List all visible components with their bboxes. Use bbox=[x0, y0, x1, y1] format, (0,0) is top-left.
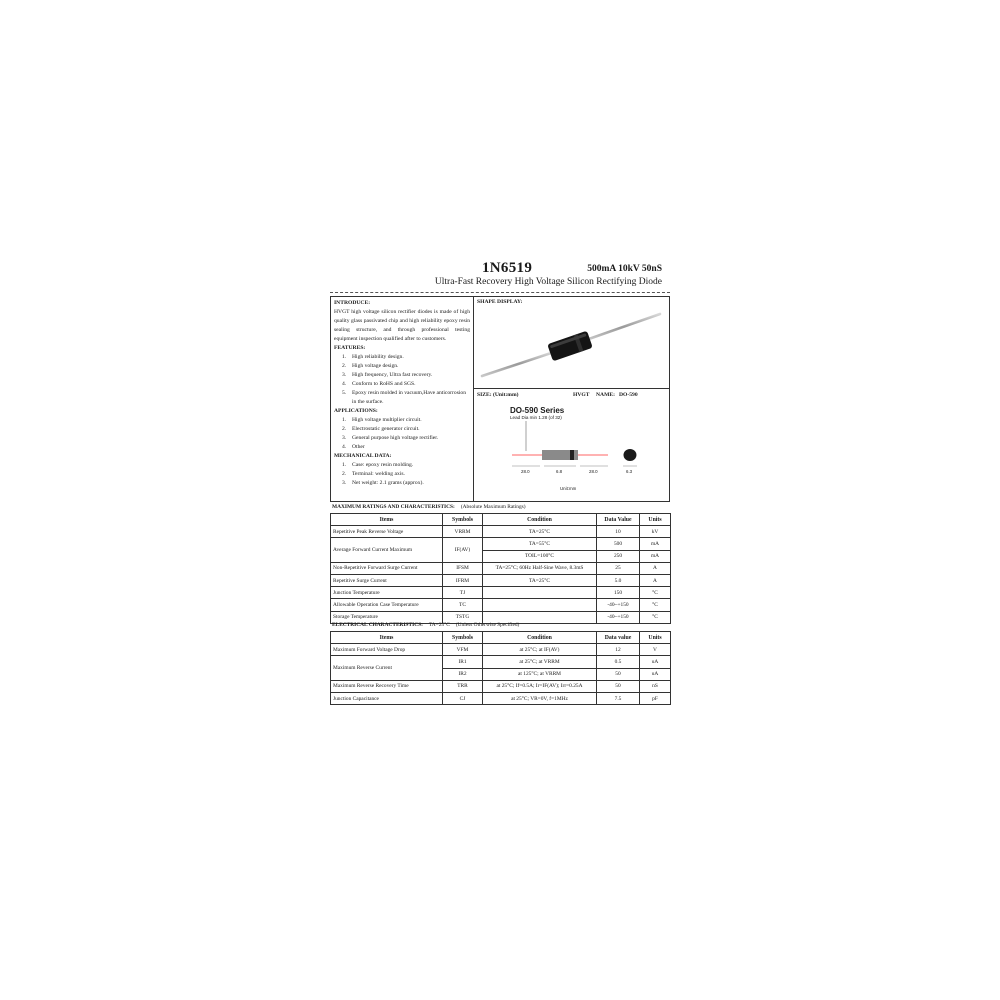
table-row: Junction Capacitance CJ at 25°C; VR=0V, f=1MHz 7.5 pF bbox=[331, 692, 671, 704]
intro-text: HVGT high voltage silicon rectifier diodes is made of high quality glass passivated chip and high reliability epoxy resin sealing structure, and through professional testing equipment inspection qualified after to customers. bbox=[334, 309, 470, 342]
brand-label: HVGT bbox=[573, 392, 590, 398]
band bbox=[570, 450, 574, 460]
list-item: 1. High reliability design. bbox=[342, 354, 404, 360]
diode-body bbox=[547, 331, 593, 362]
table-row: Junction Temperature TJ 150 °C bbox=[331, 587, 671, 599]
datasheet-header bbox=[330, 258, 670, 294]
diode-image bbox=[474, 297, 669, 388]
features-heading: FEATURES: bbox=[334, 345, 366, 351]
table-header-row: Items Symbols Condition Data Value Units bbox=[331, 514, 671, 526]
list-item: 1. High voltage multiplier circuit. bbox=[342, 417, 422, 423]
subtitle: Ultra-Fast Recovery High Voltage Silicon Rectifying Diode bbox=[434, 277, 662, 287]
table-row: Repetitive Peak Reverse Voltage VRRM TA=25°C 10 kV bbox=[331, 526, 671, 538]
intro-panel bbox=[330, 296, 474, 502]
table-row: Maximum Forward Voltage Drop VFM at 25°C; at IF(AV) 12 V bbox=[331, 644, 671, 656]
max-ratings-title: MAXIMUM RATINGS AND CHARACTERISTICS: (Absolute Maximum Ratings) bbox=[332, 504, 526, 510]
series-title: DO-590 Series bbox=[510, 406, 565, 415]
table-row: Maximum Reverse Current IR1 at 25°C; at VRRM 0.5 uA bbox=[331, 656, 671, 668]
list-item: 1. Case: epoxy resin molding. bbox=[342, 462, 414, 468]
table-row: Repetitive Surge Current IFRM TA=25°C 5.0 A bbox=[331, 574, 671, 586]
name-label: NAME: bbox=[596, 392, 615, 398]
list-item: 4. Other bbox=[342, 444, 365, 450]
diode-lead-right bbox=[586, 314, 660, 340]
shape-display-panel bbox=[473, 296, 670, 389]
dim-lead-right: 28.0 bbox=[589, 469, 598, 474]
dim-body: 6.8 bbox=[556, 469, 563, 474]
list-item: 2. Electrostatic generator circuit. bbox=[342, 426, 420, 432]
list-item: 3. High frequency, Ultra fast recovery. bbox=[342, 372, 433, 378]
table-row: Storage Temperature TSTG -40~+150 °C bbox=[331, 611, 671, 623]
dimension-drawing bbox=[474, 389, 669, 501]
part-number: 1N6519 bbox=[482, 260, 533, 276]
table-row: Maximum Reverse Recovery Time TRR at 25°C; If=0.5A; Ir=IF(AV); Irr=0.25A 50 nS bbox=[331, 680, 671, 692]
list-item: 4. Conform to RoHS and SGS. bbox=[342, 381, 416, 387]
table-row: Average Forward Current Maximum IF(AV) TA=55°C 500 mA bbox=[331, 538, 671, 550]
list-item: 2. Terminal: welding axis. bbox=[342, 471, 405, 477]
end-view bbox=[624, 449, 637, 461]
table-row: Non-Repetitive Forward Surge Current IFSM TA=25°C; 60Hz Half-Sine Wave, 8.3mS 25 A bbox=[331, 562, 671, 574]
max-ratings-table bbox=[330, 513, 671, 624]
package-name: DO-590 bbox=[619, 392, 638, 398]
datasheet bbox=[330, 258, 670, 712]
size-heading: SIZE: (Unit:mm) bbox=[477, 392, 519, 398]
applications-heading: APPLICATIONS: bbox=[334, 408, 378, 414]
table-row: IR2 at 125°C; at VRRM 50 uA bbox=[331, 668, 671, 680]
size-panel bbox=[473, 388, 670, 502]
table-row: Allowable Operation Case Temperature TC -40~+150 °C bbox=[331, 599, 671, 611]
dim-diameter: 6.3 bbox=[626, 469, 633, 474]
table-header-row: Items Symbols Condition Data value Units bbox=[331, 632, 671, 644]
mechanical-heading: MECHANICAL DATA: bbox=[334, 453, 392, 459]
header-divider bbox=[330, 292, 670, 293]
unit-note: Unit:mm bbox=[560, 486, 577, 491]
shape-heading: SHAPE DISPLAY: bbox=[477, 299, 523, 305]
dim-lead-left: 28.0 bbox=[521, 469, 530, 474]
spec-summary: 500mA 10kV 50nS bbox=[587, 264, 662, 274]
lead-dia-note: Lead Dia min 1.28 (of 32) bbox=[510, 415, 562, 420]
electrical-title: ELECTRICAL CHARACTERISTICS: TA=25°C (Unless Otherwise Specified) bbox=[332, 622, 520, 628]
intro-heading: INTRODUCE: bbox=[334, 300, 371, 306]
electrical-table bbox=[330, 631, 671, 705]
list-item: 3. Net weight: 2.1 grams (approx). bbox=[342, 480, 424, 486]
table-row: TOIL=100°C 250 mA bbox=[331, 550, 671, 562]
list-item: 3. General purpose high voltage rectifier. bbox=[342, 435, 439, 441]
list-item: 2. High voltage design. bbox=[342, 363, 399, 369]
list-item: 5. Epoxy resin molded in vacuum,Have anticorrosion in the surface. bbox=[342, 390, 467, 405]
diode-lead-left bbox=[482, 352, 554, 376]
